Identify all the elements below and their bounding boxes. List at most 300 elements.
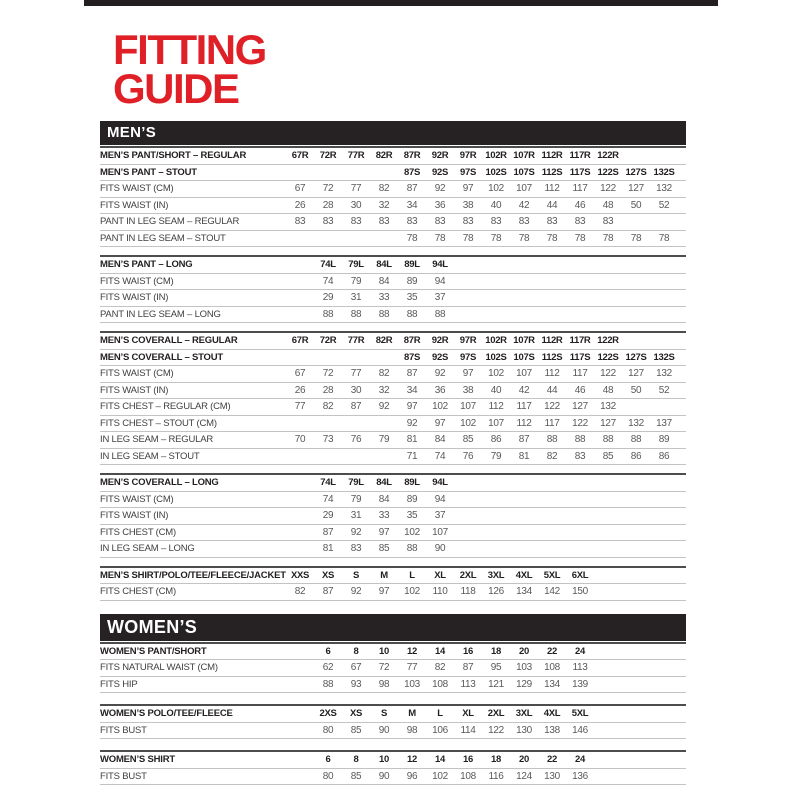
size-code-cell: 6 (314, 643, 342, 660)
size-code-cell: XL (426, 567, 454, 584)
empty-cell (566, 306, 594, 323)
size-value-cell: 150 (566, 584, 594, 601)
mens-coverall-table-grid (100, 331, 686, 465)
empty-cell (622, 474, 650, 491)
empty-cell (650, 147, 678, 164)
size-value-cell: 88 (314, 306, 342, 323)
table-row (100, 448, 686, 465)
size-code-cell: 102R (482, 332, 510, 349)
empty-cell (594, 584, 622, 601)
size-code-cell: 97S (454, 164, 482, 181)
size-value-cell: 102 (454, 415, 482, 432)
size-value-cell: 102 (398, 584, 426, 601)
size-code-cell: XS (342, 705, 370, 722)
spacer-cell (678, 214, 686, 231)
empty-cell (482, 290, 510, 307)
size-value-cell: 114 (454, 722, 482, 739)
size-value-cell: 46 (566, 382, 594, 399)
spacer-cell (678, 584, 686, 601)
size-code-cell: 8 (342, 643, 370, 660)
size-code-cell: 84L (370, 474, 398, 491)
womens-pant-short-table (100, 642, 686, 694)
empty-cell (538, 474, 566, 491)
size-value-cell: 103 (398, 676, 426, 693)
empty-cell (314, 415, 342, 432)
size-value-cell: 36 (426, 197, 454, 214)
spacer-cell (678, 508, 686, 525)
size-value-cell: 37 (426, 508, 454, 525)
size-code-cell: 127S (622, 164, 650, 181)
size-value-cell: 107 (454, 399, 482, 416)
spacer-cell (678, 751, 686, 768)
size-code-cell: 94L (426, 256, 454, 273)
size-value-cell: 76 (342, 432, 370, 449)
empty-cell (650, 491, 678, 508)
empty-cell (482, 256, 510, 273)
empty-cell (622, 676, 650, 693)
size-code-cell: 74L (314, 256, 342, 273)
empty-cell (622, 399, 650, 416)
size-code-cell: 112R (538, 332, 566, 349)
size-value-cell: 79 (482, 448, 510, 465)
size-value-cell: 44 (538, 197, 566, 214)
size-value-cell: 127 (566, 399, 594, 416)
size-value-cell: 92 (370, 399, 398, 416)
size-value-cell: 132 (594, 399, 622, 416)
size-value-cell: 98 (398, 722, 426, 739)
spacer-cell (678, 541, 686, 558)
spacer-cell (678, 382, 686, 399)
spacer-cell (678, 524, 686, 541)
size-value-cell: 85 (594, 448, 622, 465)
size-code-cell: 22 (538, 643, 566, 660)
size-value-cell: 42 (510, 382, 538, 399)
empty-cell (622, 541, 650, 558)
size-code-cell: 102R (482, 147, 510, 164)
empty-cell (594, 541, 622, 558)
spacer-cell (678, 676, 686, 693)
size-value-cell: 67 (342, 660, 370, 677)
empty-cell (566, 541, 594, 558)
mens-coverall-long-table (100, 473, 686, 558)
size-code-cell: 132S (650, 164, 678, 181)
spacer-cell (678, 273, 686, 290)
row-label: MEN’S SHIRT/POLO/TEE/FLEECE/JACKET (100, 567, 286, 584)
spacer-cell (678, 290, 686, 307)
empty-cell (566, 273, 594, 290)
empty-cell (342, 164, 370, 181)
empty-cell (454, 290, 482, 307)
table-row (100, 474, 686, 491)
size-value-cell: 92 (426, 366, 454, 383)
size-value-cell: 130 (538, 768, 566, 785)
size-value-cell: 117 (538, 415, 566, 432)
size-value-cell: 78 (482, 230, 510, 247)
size-value-cell: 78 (650, 230, 678, 247)
size-value-cell: 106 (426, 722, 454, 739)
row-label: IN LEG SEAM – LONG (100, 541, 286, 558)
empty-cell (286, 256, 314, 273)
empty-cell (566, 508, 594, 525)
size-code-cell: 117R (566, 147, 594, 164)
size-value-cell: 83 (286, 214, 314, 231)
size-code-cell: M (370, 567, 398, 584)
row-label: IN LEG SEAM – REGULAR (100, 432, 286, 449)
empty-cell (650, 643, 678, 660)
size-value-cell: 113 (566, 660, 594, 677)
size-code-cell: 18 (482, 643, 510, 660)
spacer-cell (678, 415, 686, 432)
spacer-cell (678, 230, 686, 247)
empty-cell (454, 524, 482, 541)
size-code-cell: 102S (482, 349, 510, 366)
size-value-cell: 81 (510, 448, 538, 465)
size-value-cell: 81 (314, 541, 342, 558)
size-code-cell: 16 (454, 751, 482, 768)
row-label: FITS NATURAL WAIST (CM) (100, 660, 286, 677)
empty-cell (454, 491, 482, 508)
size-code-cell: 20 (510, 751, 538, 768)
empty-cell (510, 524, 538, 541)
row-label: MEN’S PANT – LONG (100, 256, 286, 273)
empty-cell (594, 290, 622, 307)
empty-cell (566, 491, 594, 508)
size-value-cell: 88 (342, 306, 370, 323)
size-value-cell: 78 (510, 230, 538, 247)
size-value-cell: 108 (454, 768, 482, 785)
size-value-cell: 32 (370, 382, 398, 399)
size-code-cell: 122S (594, 349, 622, 366)
size-value-cell: 83 (342, 214, 370, 231)
size-value-cell: 127 (622, 181, 650, 198)
size-code-cell: 117R (566, 332, 594, 349)
empty-cell (650, 705, 678, 722)
size-value-cell: 136 (566, 768, 594, 785)
row-label: PANT IN LEG SEAM – REGULAR (100, 214, 286, 231)
size-value-cell: 73 (314, 432, 342, 449)
size-value-cell: 84 (426, 432, 454, 449)
womens-shirt-table-grid (100, 750, 686, 785)
table-row (100, 567, 686, 584)
size-code-cell: 77R (342, 147, 370, 164)
size-value-cell: 88 (622, 432, 650, 449)
size-code-cell: 102S (482, 164, 510, 181)
size-code-cell: 6XL (566, 567, 594, 584)
empty-cell (594, 491, 622, 508)
empty-cell (650, 474, 678, 491)
empty-cell (286, 660, 314, 677)
row-label: IN LEG SEAM – STOUT (100, 448, 286, 465)
size-code-cell: 112S (538, 349, 566, 366)
size-code-cell: L (398, 567, 426, 584)
size-value-cell: 79 (342, 273, 370, 290)
size-value-cell: 86 (650, 448, 678, 465)
row-label: FITS WAIST (IN) (100, 508, 286, 525)
empty-cell (594, 508, 622, 525)
size-value-cell: 88 (594, 432, 622, 449)
empty-cell (650, 214, 678, 231)
empty-cell (622, 705, 650, 722)
empty-cell (454, 256, 482, 273)
mens-pant-long-table-grid (100, 255, 686, 323)
table-row (100, 366, 686, 383)
womens-polo-tee-fleece-table (100, 704, 686, 739)
size-value-cell: 29 (314, 508, 342, 525)
size-value-cell: 70 (286, 432, 314, 449)
size-value-cell: 50 (622, 197, 650, 214)
size-code-cell: 132S (650, 349, 678, 366)
size-value-cell: 83 (342, 541, 370, 558)
size-value-cell: 129 (510, 676, 538, 693)
size-value-cell: 32 (370, 197, 398, 214)
size-value-cell: 134 (510, 584, 538, 601)
size-value-cell: 33 (370, 508, 398, 525)
size-value-cell: 74 (426, 448, 454, 465)
table-row (100, 524, 686, 541)
size-value-cell: 72 (314, 181, 342, 198)
size-value-cell: 28 (314, 197, 342, 214)
size-value-cell: 112 (538, 366, 566, 383)
size-value-cell: 83 (426, 214, 454, 231)
empty-cell (286, 768, 314, 785)
size-value-cell: 112 (510, 415, 538, 432)
size-value-cell: 44 (538, 382, 566, 399)
table-row (100, 660, 686, 677)
empty-cell (370, 349, 398, 366)
table-row (100, 349, 686, 366)
size-code-cell: 117S (566, 164, 594, 181)
size-code-cell: 92S (426, 349, 454, 366)
size-value-cell: 113 (454, 676, 482, 693)
spacer-cell (678, 722, 686, 739)
womens-shirt-table (100, 750, 686, 785)
mens-pant-short-table (100, 146, 686, 247)
size-code-cell: 24 (566, 751, 594, 768)
table-row (100, 705, 686, 722)
size-value-cell: 37 (426, 290, 454, 307)
size-code-cell: 2XL (482, 705, 510, 722)
size-code-cell: 97R (454, 332, 482, 349)
size-value-cell: 130 (510, 722, 538, 739)
size-value-cell: 38 (454, 382, 482, 399)
row-label: MEN’S PANT/SHORT – REGULAR (100, 147, 286, 164)
size-value-cell: 142 (538, 584, 566, 601)
empty-cell (622, 508, 650, 525)
spacer-cell (678, 567, 686, 584)
section-header-womens: WOMEN’S (100, 614, 686, 641)
empty-cell (650, 751, 678, 768)
empty-cell (286, 290, 314, 307)
size-code-cell: 107S (510, 164, 538, 181)
empty-cell (594, 273, 622, 290)
size-value-cell: 85 (342, 768, 370, 785)
spacer-cell (678, 643, 686, 660)
table-row (100, 676, 686, 693)
size-code-cell: 2XS (314, 705, 342, 722)
size-value-cell: 84 (370, 491, 398, 508)
size-code-cell: 89L (398, 256, 426, 273)
size-value-cell: 46 (566, 197, 594, 214)
row-label: WOMEN’S POLO/TEE/FLEECE (100, 705, 286, 722)
size-value-cell: 83 (538, 214, 566, 231)
size-code-cell: 122R (594, 332, 622, 349)
size-value-cell: 83 (510, 214, 538, 231)
empty-cell (622, 768, 650, 785)
empty-cell (538, 541, 566, 558)
empty-cell (286, 448, 314, 465)
row-label: FITS WAIST (CM) (100, 273, 286, 290)
size-value-cell: 26 (286, 197, 314, 214)
row-label: PANT IN LEG SEAM – LONG (100, 306, 286, 323)
size-code-cell: 112R (538, 147, 566, 164)
spacer-cell (678, 448, 686, 465)
size-value-cell: 86 (622, 448, 650, 465)
spacer-cell (678, 306, 686, 323)
size-code-cell: 67R (286, 147, 314, 164)
page-title (113, 26, 686, 113)
empty-cell (482, 541, 510, 558)
size-value-cell: 127 (594, 415, 622, 432)
empty-cell (286, 705, 314, 722)
spacer-cell (678, 432, 686, 449)
size-value-cell: 97 (398, 399, 426, 416)
empty-cell (538, 256, 566, 273)
size-code-cell: 72R (314, 332, 342, 349)
size-value-cell: 146 (566, 722, 594, 739)
empty-cell (482, 306, 510, 323)
empty-cell (650, 508, 678, 525)
mens-pant-short-table-grid (100, 146, 686, 247)
size-code-cell: 10 (370, 751, 398, 768)
empty-cell (342, 448, 370, 465)
table-row (100, 273, 686, 290)
table-row (100, 415, 686, 432)
spacer-cell (678, 399, 686, 416)
size-code-cell: 87S (398, 349, 426, 366)
spacer-cell (678, 768, 686, 785)
empty-cell (370, 164, 398, 181)
size-code-cell: 24 (566, 643, 594, 660)
size-value-cell: 80 (314, 722, 342, 739)
size-value-cell: 79 (370, 432, 398, 449)
empty-cell (650, 290, 678, 307)
size-code-cell: 117S (566, 349, 594, 366)
size-value-cell: 77 (286, 399, 314, 416)
empty-cell (594, 768, 622, 785)
empty-cell (594, 256, 622, 273)
size-value-cell: 72 (314, 366, 342, 383)
empty-cell (650, 524, 678, 541)
size-value-cell: 138 (538, 722, 566, 739)
size-value-cell: 82 (538, 448, 566, 465)
table-row (100, 382, 686, 399)
empty-cell (594, 474, 622, 491)
row-label: WOMEN’S SHIRT (100, 751, 286, 768)
size-code-cell: M (398, 705, 426, 722)
empty-cell (510, 491, 538, 508)
size-value-cell: 83 (566, 214, 594, 231)
size-value-cell: 81 (398, 432, 426, 449)
empty-cell (622, 273, 650, 290)
size-value-cell: 102 (426, 768, 454, 785)
size-code-cell: 12 (398, 751, 426, 768)
spacer-cell (678, 147, 686, 164)
size-value-cell: 103 (510, 660, 538, 677)
size-code-cell: 97R (454, 147, 482, 164)
empty-cell (538, 524, 566, 541)
size-value-cell: 97 (426, 415, 454, 432)
size-value-cell: 122 (594, 181, 622, 198)
size-value-cell: 78 (566, 230, 594, 247)
size-value-cell: 121 (482, 676, 510, 693)
size-value-cell: 132 (650, 366, 678, 383)
empty-cell (538, 491, 566, 508)
size-value-cell: 35 (398, 290, 426, 307)
row-label: MEN’S COVERALL – LONG (100, 474, 286, 491)
size-code-cell: 107R (510, 332, 538, 349)
size-value-cell: 110 (426, 584, 454, 601)
empty-cell (650, 273, 678, 290)
page-title-line2: GUIDE (113, 65, 239, 113)
empty-cell (510, 508, 538, 525)
size-code-cell: 122R (594, 147, 622, 164)
size-value-cell: 87 (314, 524, 342, 541)
size-value-cell: 83 (314, 214, 342, 231)
size-code-cell: 92R (426, 332, 454, 349)
empty-cell (286, 541, 314, 558)
size-value-cell: 34 (398, 382, 426, 399)
size-value-cell: 87 (342, 399, 370, 416)
size-value-cell: 82 (370, 366, 398, 383)
size-value-cell: 117 (510, 399, 538, 416)
size-code-cell: 10 (370, 643, 398, 660)
size-value-cell: 86 (482, 432, 510, 449)
size-code-cell: 3XL (510, 705, 538, 722)
size-value-cell: 30 (342, 197, 370, 214)
table-row (100, 768, 686, 785)
size-value-cell: 76 (454, 448, 482, 465)
empty-cell (482, 524, 510, 541)
size-value-cell: 31 (342, 290, 370, 307)
size-code-cell: 79L (342, 474, 370, 491)
spacer-cell (678, 197, 686, 214)
womens-pant-short-table-grid (100, 642, 686, 694)
spacer-cell (678, 474, 686, 491)
size-code-cell: 79L (342, 256, 370, 273)
empty-cell (622, 147, 650, 164)
spacer-cell (678, 164, 686, 181)
table-row (100, 643, 686, 660)
size-code-cell: 82R (370, 332, 398, 349)
size-value-cell: 97 (454, 366, 482, 383)
size-value-cell: 50 (622, 382, 650, 399)
size-code-cell: 8 (342, 751, 370, 768)
size-code-cell: 112S (538, 164, 566, 181)
size-value-cell: 116 (482, 768, 510, 785)
size-value-cell: 78 (538, 230, 566, 247)
empty-cell (286, 722, 314, 739)
size-value-cell: 88 (566, 432, 594, 449)
size-value-cell: 122 (482, 722, 510, 739)
size-code-cell: 84L (370, 256, 398, 273)
size-value-cell: 94 (426, 273, 454, 290)
row-label: FITS HIP (100, 676, 286, 693)
empty-cell (286, 751, 314, 768)
row-label: FITS WAIST (IN) (100, 197, 286, 214)
empty-cell (482, 273, 510, 290)
size-value-cell: 126 (482, 584, 510, 601)
size-code-cell: 87R (398, 147, 426, 164)
